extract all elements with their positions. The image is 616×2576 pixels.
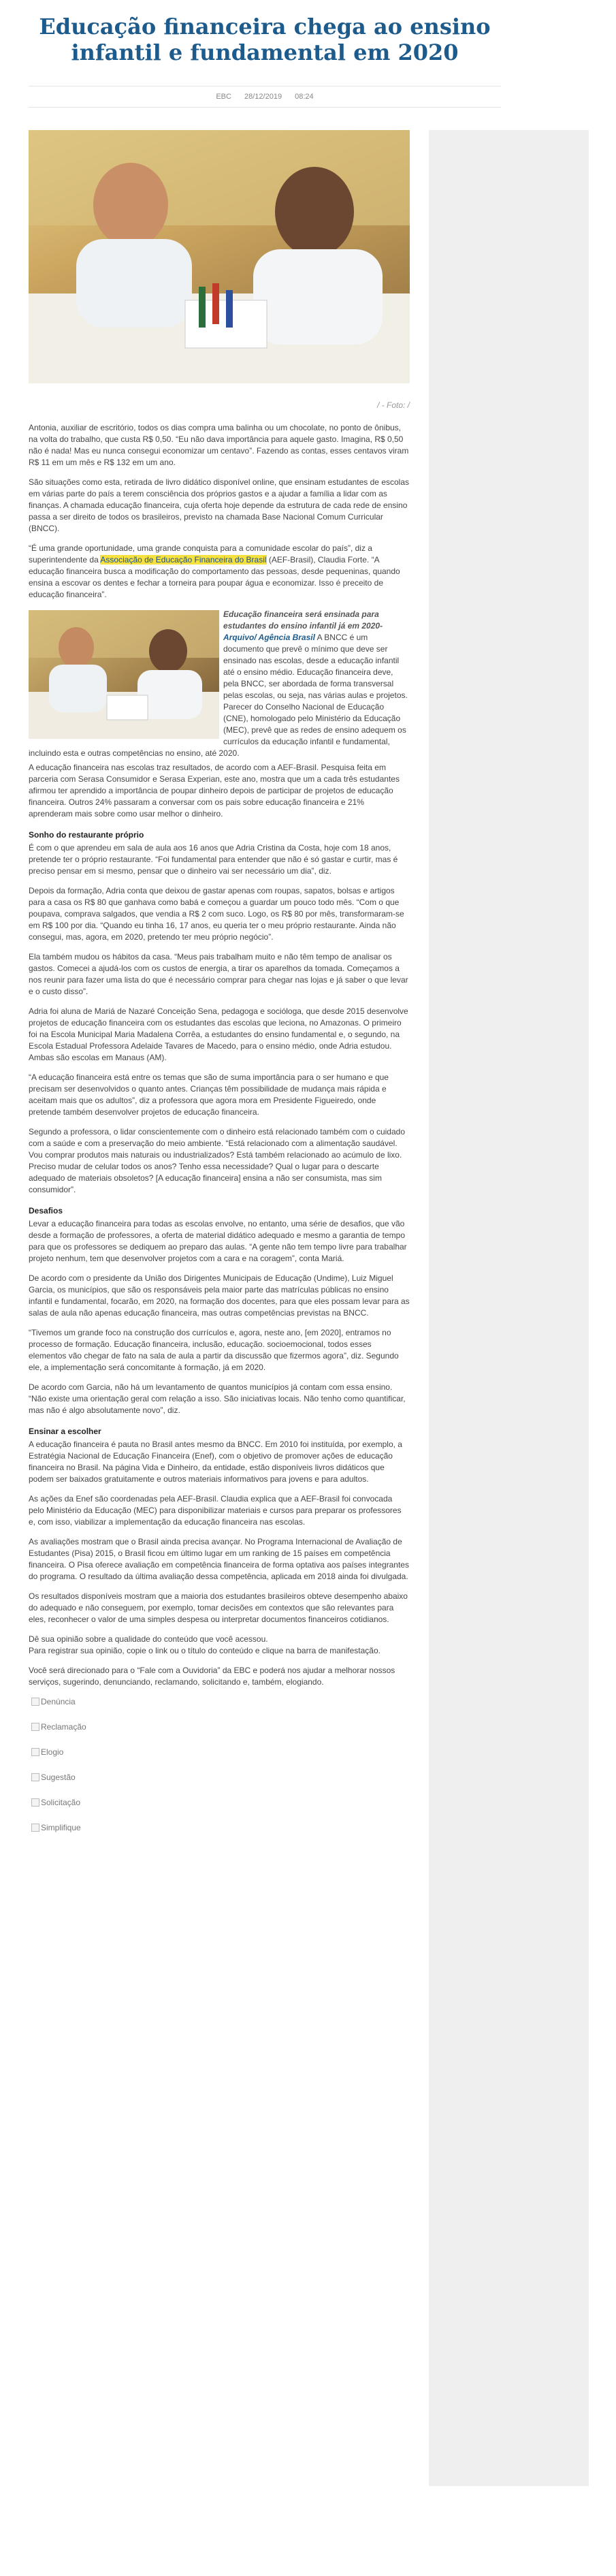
feedback-label: Simplifique [41,1822,81,1832]
inline-photo-credit: Arquivo/ Agência Brasil [223,633,315,642]
hero-photo-illustration [29,130,410,383]
paragraph [29,543,410,601]
paragraph: De acordo com Garcia, não há um levantamento de quantos municípios já contam com essa ensino. “Não existe uma orientação geral com relação a isso. São iniciativas locais. Não tenho como quantificar, mas não é algo absolutamente novo”, diz. [29,1382,406,1415]
article-body [29,422,410,1847]
paragraph: As avaliações mostram que o Brasil ainda precisa avançar. No Programa Internacional de Avaliação de Estudantes (Pisa) 2015, o Brasil ficou em último lugar em um ranking de 15 países em competência financeira. O Pisa oferece avaliação em competência financeira de forma optativa aos países integrantes do programa. O resultado da última avaliação dessa competência, aplicada em 2018 ainda foi divulgada. [29,1537,409,1581]
feedback-label: Elogio [41,1747,64,1757]
paragraph: Levar a educação financeira para todas as escolas envolve, no entanto, uma série de desafios, que vão desde a formação de professores, a oferta de material didático adequado e mesmo a garantia de tempo para que os professores se dediquem ao preparo das aulas. “A gente não tem tempo livre para trabalhar projeto nenhum, tem que desenvolver projetos com a cara e na coragem”, conta Mariá. [29,1219,407,1263]
feedback-label: Sugestão [41,1772,76,1782]
paragraph: Depois da formação, Adria conta que deixou de gastar apenas com roupas, sapatos, bolsas e artigos para a casa os R$ 80 que ganhava como babá e começou a guardar um pouco todo mês. “Com o que poupava, comprava salgados, que vendia a R$ 2 com suco. Logo, os R$ 80 por mês, transformaram-se em R$ 100 por dia. “Quando eu tinha 16, 17 anos, eu queria ter o meu próprio restaurante. Ainda não consegui, mas, agora, em 2020, pretendo ter meu próprio negócio”. [29,886,404,942]
paragraph-text: (AEF-Brasil), Claudia Forte. “A educação financeira busca a modificação do comportamento das pessoas, desde pequeninas, quando ensina a escovar os dentes e fechar a torneira para poupar água e economizar. Isso é preceito de educação financeira”. [29,555,400,599]
hero-photo [29,130,410,383]
paragraph: São situações como esta, retirada de livro didático disponível online, que ensinam estudantes de escolas em várias parte do país a terem consciência dos próprios gastos e a ajudar a família a lidar com as finanças. A chamada educação financeira, cuja oferta hoje depende da estrutura de cada rede de ensino passa a ser direito de todos os brasileiros, previsto na chamada Base Nacional Comum Curricular (BNCC). [29,477,410,533]
feedback-item-reclamacao[interactable] [31,1721,410,1732]
paragraph: “A educação financeira está entre os temas que são de suma importância para o ser humano e que precisam ser desenvolvidos o quanto antes. Crianças têm possibilidade de mudança mais rápida e aceitam mais que os adultos”, diz a professora que agora mora em Presidente Figueiredo, onde pretende também desenvolver projetos de educação financeira. [29,1072,389,1117]
article-headline: Educação financeira chega ao ensino infantil e fundamental em 2020 [39,14,491,65]
paragraph: Adria foi aluna de Mariá de Nazaré Conceição Sena, pedagoga e socióloga, que desde 2015 desenvolve projetos de educação financeira com os estudantes das escolas que leciona, no Amazonas. O primeiro foi na Escola Municipal Maria Madalena Corrêa, a estudantes do ensino fundamental e, o segundo, na Escola Estadual Professora Adelaide Tavares de Macedo, para o ensino médio, onde Adria estudou. Ambas são escolas em Manaus (AM). [29,1006,408,1062]
meta-source: EBC [216,93,231,101]
feedback-label: Denúncia [41,1696,76,1706]
broken-image-icon [31,1798,39,1807]
feedback-intro: Dê sua opinião sobre a qualidade do conteúdo que você acessou. Para registrar sua opinião, copie o link ou o título do conteúdo e clique na barra de manifestação. [29,1634,380,1655]
inline-photo-section [29,609,410,759]
inline-photo-illustration [29,610,219,739]
paragraph: A educação financeira é pauta no Brasil antes mesmo da BNCC. Em 2010 foi instituída, por exemplo, a Estratégia Nacional de Educação Financeira (Enef), com o objetivo de promover ações de educação financeira no Brasil. Na página Vida e Dinheiro, da entidade, estão disponíveis livros didáticos que podem ser baixados gratuitamente e outros materiais informativos para jovens e para adultos. [29,1440,402,1484]
paragraph: Os resultados disponíveis mostram que a maioria dos estudantes brasileiros obteve desempenho abaixo do adequado e não conseguem, por exemplo, tomar decisões em contextos que são relevantes para eles, reconhecer o valor de uma simples despesa ou interpretar documentos financeiros cotidianos. [29,1591,408,1624]
feedback-item-simplifique[interactable] [31,1822,410,1833]
broken-image-icon [31,1773,39,1781]
paragraph-text: “É uma grande oportunidade, uma grande conquista para a comunidade escolar do país”, diz a superintendente da [29,543,372,565]
inline-photo-caption: Educação financeira será ensinada para estudantes do ensino infantil [223,609,379,631]
paragraph: Você será direcionado para o “Fale com a Ouvidoria” da EBC e poderá nos ajudar a melhorar nossos serviços, sugerindo, denunciando, reclamando, solicitando e, também, elogiando. [29,1666,395,1687]
meta-date: 28/12/2019 [244,93,282,101]
sidebar-ad-placeholder [429,130,589,2486]
photo-credit: / - Foto: / [376,400,410,410]
feedback-label: Solicitação [41,1797,81,1807]
section-heading: Desafios [29,1206,63,1215]
paragraph: É com o que aprendeu em sala de aula aos 16 anos que Adria Cristina da Costa, hoje com 18 anos, pretende ter o próprio restaurante. “Foi fundamental para entender que não é só gastar e curtir, mas é preciso pensar em si mesmo, pensar que o dinheiro vai ser necessário um dia”, diz. [29,843,398,876]
paragraph: Antonia, auxiliar de escritório, todos os dias compra uma balinha ou um chocolate, no ponto de ônibus, na volta do trabalho, que custa R$ 0,50. “Eu não dava importância para aquele gasto. Imagina, R$ 0,50 não é nada! Mas eu nunca consegui economizar um centavo”. Fazendo as contas, esses centavos viram R$ 11 em um mês e R$ 132 em um ano. [29,423,409,467]
feedback-label: Reclamação [41,1721,86,1732]
paragraph-text: A BNCC é um documento que prevê o mínimo que deve ser ensinado nas escolas, desde a educação infantil até o ensino médio. Educação financeira deve, pela BNCC, ser abordada de forma transversal pelas escolas, ou seja, nas várias aulas e projetos. Parecer do Conselho Nacional de Educação (CNE), homologado pelo Ministério da Educação (MEC), prevê que as redes de ensino adequem os currículos da educação infantil e fundamental, incluindo esta e outras competências no ensino, até 2020. [29,633,408,758]
feedback-item-solicitacao[interactable] [31,1797,410,1808]
meta-time: 08:24 [295,93,314,101]
paragraph: A educação financeira nas escolas traz resultados, de acordo com a AEF-Brasil. Pesquisa feita em parceria com Serasa Consumidor e Serasa Experian, este ano, mostra que um a cada três estudantes afirmou ter aprendido a importância de poupar dinheiro depois de participar de projetos de educação financeira. Outros 24% passaram a conversar com os pais sobre educação financeira e 21% aprenderam mais sobre como usar melhor o dinheiro. [29,763,400,818]
feedback-item-sugestao[interactable] [31,1772,410,1783]
broken-image-icon [31,1698,39,1706]
inline-photo-caption-mid: já em 2020- [336,621,383,631]
feedback-item-denuncia[interactable] [31,1696,410,1707]
paragraph: De acordo com o presidente da União dos Dirigentes Municipais de Educação (Undime), Luiz Miguel Garcia, os municípios, que são os responsáveis pela maior parte das matrículas públicas no ensino infantil e fundamental, focarão, em 2020, na formação dos docentes, para que eles possam levar para as salas de aula não apenas educação financeira, mas outras competências previstas na BNCC. [29,1273,410,1318]
paragraph: “Tivemos um grande foco na construção dos currículos e, agora, neste ano, [em 2020], entramos no processo de formação. Educação financeira, inclusão, educação. socioemocional, todos esses elementos vão chegar de fato na sala de aula a partir da discussão que fizermos agora”, diz. Segundo ele, a implementação será concomitante à formação, já em 2020. [29,1328,399,1372]
paragraph: As ações da Enef são coordenadas pela AEF-Brasil. Claudia explica que a AEF-Brasil foi convocada pelo Ministério da Educação (MEC) para disponibilizar materiais e cursos para preparar os professores e, com isso, viabilizar a implementação da educação financeira nas escolas. [29,1494,402,1527]
article-meta [29,86,501,108]
feedback-list [29,1696,410,1833]
section-heading: Sonho do restaurante próprio [29,830,144,840]
inline-photo [29,610,219,739]
paragraph: Ela também mudou os hábitos da casa. “Meus pais trabalham muito e não têm tempo de analisar os gastos. Comecei a ajudá-los com os custos de energia, a tirar os aparelhos da tomada. Começamos a nos reunir para fazer uma lista do que é necessário comprar para chegar nas lojas e já saber o que levar e o custo disso”. [29,952,408,996]
feedback-item-elogio[interactable] [31,1747,410,1758]
broken-image-icon [31,1748,39,1756]
section-heading: Ensinar a escolher [29,1427,101,1436]
aef-brasil-link[interactable]: Associação de Educação Financeira do Brasil [100,555,267,565]
paragraph: Segundo a professora, o lidar conscientemente com o dinheiro está relacionado também com o cuidado com a saúde e com a preservação do meio ambiente. “Está relacionado com a alimentação saudável. Vou comprar produtos mais naturais ou industrializados? Está também relacionado ao acúmulo de lixo. Preciso mudar de celular todos os anos? Tenho essa necessidade? Qual o lugar para o descarte adequado de materiais obsoletos? [A educação financeira] ensina a não ser consumista, mas sim consumidor”. [29,1127,405,1194]
broken-image-icon [31,1824,39,1832]
broken-image-icon [31,1723,39,1731]
